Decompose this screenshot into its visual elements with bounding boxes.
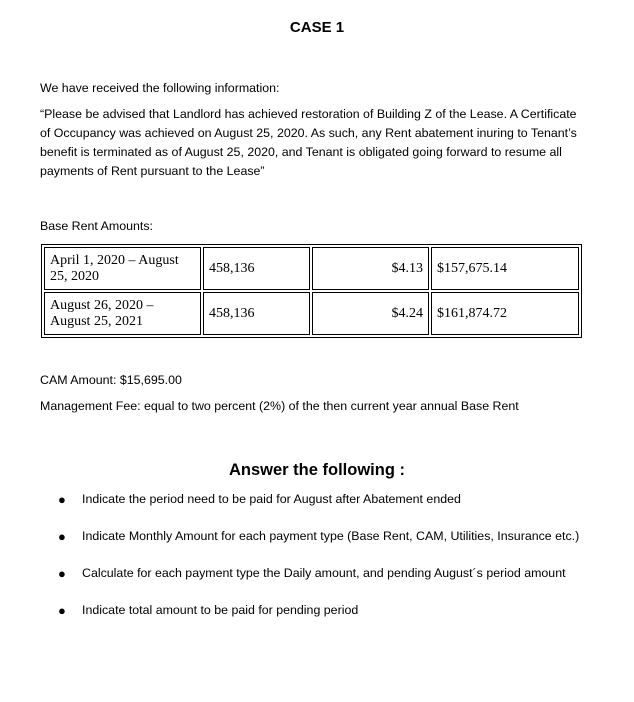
rent-rate-cell: $4.13 — [312, 247, 429, 290]
rent-rate-cell: $4.24 — [312, 292, 429, 335]
bullet-icon: ● — [58, 492, 66, 507]
cam-amount: CAM Amount: $15,695.00 — [40, 373, 182, 387]
list-item — [58, 564, 588, 583]
table-row — [44, 247, 579, 290]
page-title: CASE 1 — [289, 19, 345, 36]
list-item — [58, 527, 588, 546]
rent-period-cell: April 1, 2020 – August 25, 2020 — [44, 247, 201, 290]
list-item — [58, 490, 588, 509]
rent-sqft-cell: 458,136 — [203, 292, 310, 335]
question-text: Indicate Monthly Amount for each payment type (Base Rent, CAM, Utilities, Insurance etc.) — [82, 529, 580, 543]
base-rent-label: Base Rent Amounts: — [40, 219, 153, 233]
bullet-icon: ● — [58, 603, 66, 618]
question-text: Indicate total amount to be paid for pending period — [82, 603, 359, 617]
bullet-icon: ● — [58, 566, 66, 581]
rent-sqft-cell: 458,136 — [203, 247, 310, 290]
rent-annual-cell: $157,675.14 — [431, 247, 579, 290]
intro-text: We have received the following information: — [40, 81, 280, 95]
question-text: Calculate for each payment type the Daily amount, and pending August´s period amount — [82, 566, 566, 580]
bullet-icon: ● — [58, 529, 66, 544]
management-fee: Management Fee: equal to two percent (2%) of the then current year annual Base Rent — [40, 399, 519, 413]
rent-annual-cell: $161,874.72 — [431, 292, 579, 335]
answer-heading: Answer the following : — [229, 461, 405, 479]
list-item — [58, 601, 588, 620]
question-list — [58, 490, 588, 638]
question-text: Indicate the period need to be paid for August after Abatement ended — [82, 492, 461, 506]
rent-period-cell: August 26, 2020 – August 25, 2021 — [44, 292, 201, 335]
base-rent-table — [41, 244, 582, 338]
table-row — [44, 292, 579, 335]
landlord-notice-quote: “Please be advised that Landlord has achieved restoration of Building Z of the Lease. A Certificate of Occupancy was achieved on August 25, 2020. As such, any Rent abatement inuring to Tenant’s benefit is terminated as of August 25, 2020, and Tenant is obligated going forward to resume all payments of Rent pursuant to the Lease” — [40, 107, 577, 178]
